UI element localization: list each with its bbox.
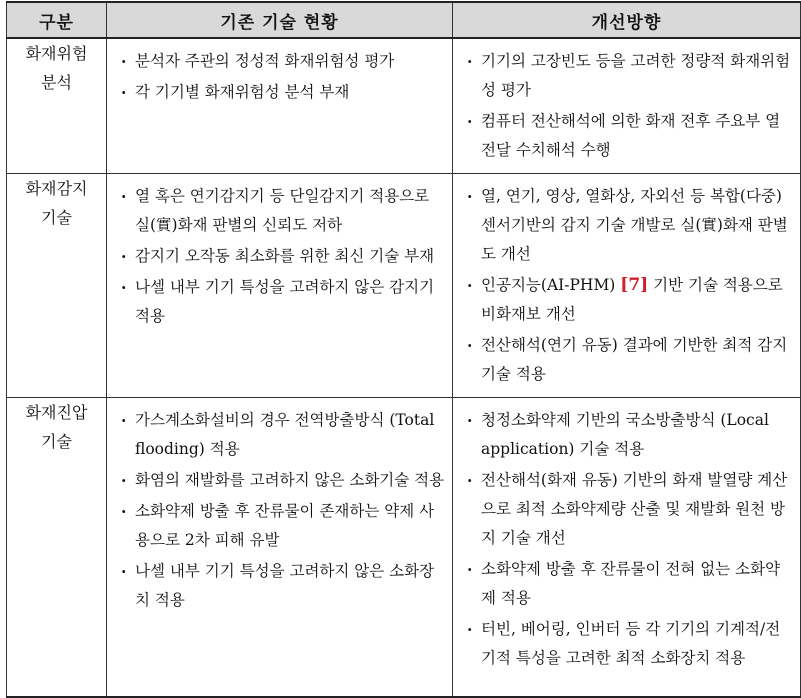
list-item: · 나셀 내부 기기 특성을 고려하지 않은 소화장치 적용: [121, 557, 446, 615]
list-item: · 전산해석(연기 유동) 결과에 기반한 최적 감지 기술 적용: [467, 331, 794, 389]
list-item: · 가스계소화설비의 경우 전역방출방식 (Total flooding) 적용: [121, 406, 446, 464]
improvement-cell: [453, 38, 801, 174]
list-item: · 나셀 내부 기기 특성을 고려하지 않은 감지기 적용: [121, 273, 446, 331]
improvement-cell: [453, 398, 801, 698]
existing-cell: [107, 174, 453, 398]
category-line: 화재위험: [25, 44, 88, 63]
comparison-table: [6, 1, 801, 698]
list-item: · 분석자 주관의 정성적 화재위험성 평가: [121, 47, 446, 76]
existing-cell: [107, 38, 453, 174]
category-cell: [7, 174, 107, 398]
list-item: · 전산해석(화재 유동) 기반의 화재 발열량 계산으로 최적 소화약제량 산출 및 재발화 원천 방지 기술 개선: [467, 466, 794, 553]
list-item: [467, 271, 794, 329]
list-item: · 컴퓨터 전산해석에 의한 화재 전후 주요부 열전달 수치해석 수행: [467, 107, 794, 165]
list-item: · 소화약제 방출 후 잔류물이 존재하는 약제 사용으로 2차 피해 유발: [121, 497, 446, 555]
item-text: 인공지능(AI-PHM): [481, 276, 621, 294]
list-item: · 청정소화약제 기반의 국소방출방식 (Local application) 기술 적용: [467, 406, 794, 464]
improvement-cell: [453, 174, 801, 398]
category-cell: [7, 398, 107, 698]
category-line: 기술: [41, 208, 72, 227]
list-item: · 열 혹은 연기감지기 등 단일감지기 적용으로 실(實)화재 판별의 신뢰도 저하: [121, 182, 446, 240]
header-category: 구분: [7, 2, 107, 38]
existing-cell: [107, 398, 453, 698]
header-existing: 기존 기술 현황: [107, 2, 453, 38]
reference-link[interactable]: [7]: [620, 275, 649, 295]
header-row: [7, 2, 801, 38]
item-text: 기반 기술 적용으로 비화재보 개선: [481, 276, 783, 323]
category-line: 분석: [41, 73, 72, 92]
table-row-fire-risk: [7, 38, 801, 174]
list-item: · 화염의 재발화를 고려하지 않은 소화기술 적용: [121, 466, 446, 495]
list-item: · 기기의 고장빈도 등을 고려한 정량적 화재위험성 평가: [467, 47, 794, 105]
table-row-fire-detection: [7, 174, 801, 398]
table-row-fire-suppression: [7, 398, 801, 698]
list-item: · 각 기기별 화재위험성 분석 부재: [121, 78, 446, 107]
category-line: 화재진압: [25, 403, 88, 422]
list-item: · 감지기 오작동 최소화를 위한 최신 기술 부재: [121, 242, 446, 271]
category-line: 화재감지: [25, 179, 88, 198]
list-item: · 열, 연기, 영상, 열화상, 자외선 등 복합(다중) 센서기반의 감지 기술 개발로 실(實)화재 판별도 개선: [467, 182, 794, 269]
header-improvement: 개선방향: [453, 2, 801, 38]
list-item: · 터빈, 베어링, 인버터 등 각 기기의 기계적/전기적 특성을 고려한 최적 소화장치 적용: [467, 615, 794, 673]
category-line: 기술: [41, 432, 72, 451]
list-item: · 소화약제 방출 후 잔류물이 전혀 없는 소화약제 적용: [467, 555, 794, 613]
category-cell: [7, 38, 107, 174]
